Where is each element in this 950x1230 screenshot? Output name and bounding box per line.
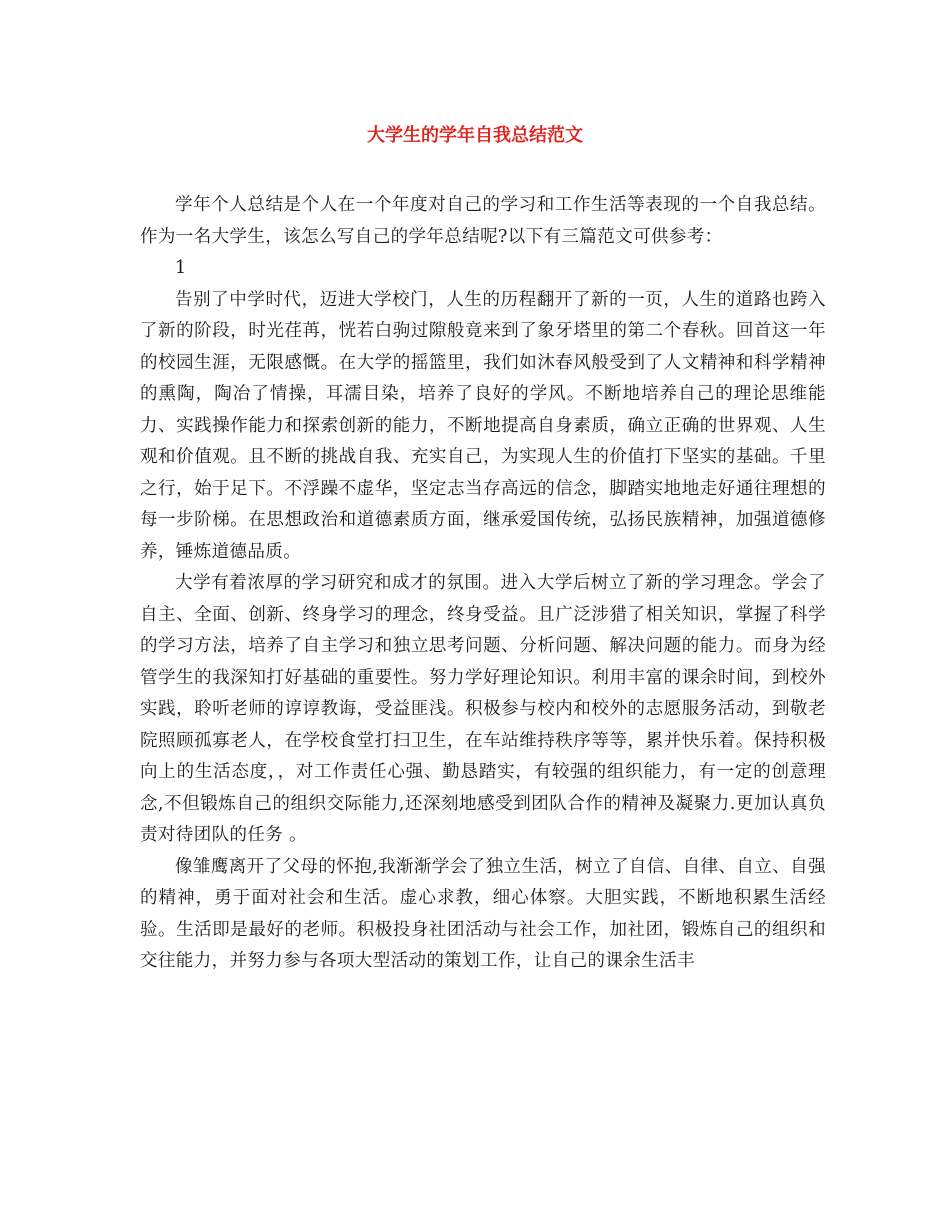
document-body — [140, 190, 826, 978]
section-number: 1 — [175, 258, 187, 278]
intro-paragraph: 学年个人总结是个人在一个年度对自己的学习和工作生活等表现的一个自我总结。作为一名大学生，该怎么写自己的学年总结呢?以下有三篇范文可供参考： — [140, 195, 826, 247]
body-paragraph-2: 大学有着浓厚的学习研究和成才的氛围。进入大学后树立了新的学习理念。学会了自主、全面、创新、终身学习的理念，终身受益。且广泛涉猎了相关知识，掌握了科学的学习方法，培养了自主学习和独立思考问题、分析问题、解决问题的能力。而身为经管学生的我深知打好基础的重要性。努力学好理论知识。利用丰富的课余时间，到校外实践，聆听老师的谆谆教诲，受益匪浅。积极参与校内和校外的志愿服务活动，到敬老院照顾孤寡老人，在学校食堂打扫卫生，在车站维持秩序等等，累并快乐着。保持积极向上的生活态度，，对工作责任心强、勤恳踏实，有较强的组织能力，有一定的创意理念,不但锻炼自己的组织交际能力,还深刻地感受到团队合作的精神及凝聚力.更加认真负责对待团队的任务 。 — [140, 573, 826, 845]
body-paragraph-1: 告别了中学时代，迈进大学校门，人生的历程翻开了新的一页，人生的道路也跨入了新的阶段，时光荏苒，恍若白驹过隙般竟来到了象牙塔里的第二个春秋。回首这一年的校园生涯，无限感慨。在大学的摇篮里，我们如沐春风般受到了人文精神和科学精神的熏陶，陶冶了情操，耳濡目染，培养了良好的学风。不断地培养自己的理论思维能力、实践操作能力和探索创新的能力，不断地提高自身素质，确立正确的世界观、人生观和价值观。且不断的挑战自我、充实自己，为实现人生的价值打下坚实的基础。千里之行，始于足下。不浮躁不虚华，坚定志当存高远的信念，脚踏实地地走好通往理想的每一步阶梯。在思想政治和道德素质方面，继承爱国传统，弘扬民族精神，加强道德修养，锤炼道德品质。 — [140, 289, 826, 562]
page-title: 大学生的学年自我总结范文 — [367, 125, 583, 146]
body-paragraph-3: 像雏鹰离开了父母的怀抱,我渐渐学会了独立生活，树立了自信、自律、自立、自强的精神，勇于面对社会和生活。虚心求教，细心体察。大胆实践，不断地积累生活经验。生活即是最好的老师。积极投身社团活动与社会工作，加社团，锻炼自己的组织和交往能力，并努力参与各项大型活动的策划工作，让自己的课余生活丰 — [140, 856, 826, 971]
